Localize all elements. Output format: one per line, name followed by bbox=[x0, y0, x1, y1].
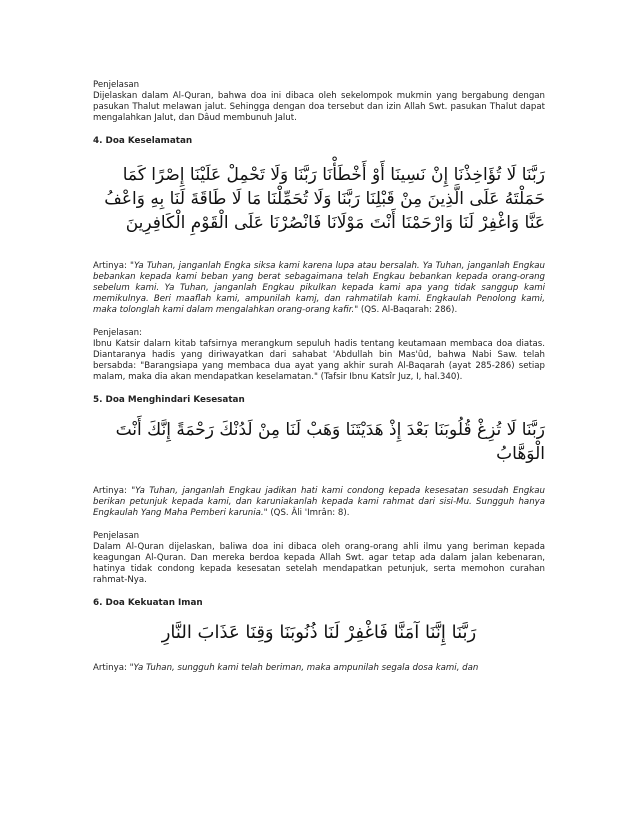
section-4-explanation bbox=[93, 328, 545, 383]
section-4-explanation-label: Penjelasan: bbox=[93, 328, 143, 338]
section-5-arabic-prayer: رَبَّنَا لَا تُزِغْ قُلُوبَنَا بَعْدَ إِذْ هَدَيْتَنَا وَهَبْ لَنَا مِنْ لَدُنْكَ رَحْمَةً إِنَّكَ أَنْتَ الْوَهَّابُ bbox=[115, 420, 545, 464]
section-6-translation bbox=[93, 663, 545, 674]
artinya-text: "Ya Tuhan, janganlah Engkau jadikan hati kami condong kepada kesesatan sesudah Engkau berikan petunjuk kepada kami, dan karuniakanlah kepada kami rahmat dari sisi-Mu. Sungguh hanya Engkaulah Yang Maha Pemberi karunia." bbox=[93, 486, 546, 518]
section-4-translation-text bbox=[93, 261, 545, 316]
intro-label: Penjelasan bbox=[93, 80, 140, 90]
artinya-label: Artinya: bbox=[93, 486, 127, 496]
artinya-source: (QS. Âli 'Imrân: 8). bbox=[270, 508, 350, 518]
artinya-source: (QS. Al-Baqarah: 286). bbox=[360, 305, 458, 315]
artinya-text: "Ya Tuhan, janganlah Engka siksa kami karena lupa atau bersalah. Ya Tuhan, janganlah Engkau bebankan kepada kami beban yang berat sebagaimana telah Engkau bebankan kepada orang-orang sebelum kami. Ya Tuhan, janganlah Engkau pikulkan kepada kami apa yang tidak sanggup kami memikulnya. Beri maaflah kami, ampunilah kamj, dan rahmatilah kami. Engkaulah Penolong kami, maka tolonglah kami dalam mengalahkan orang-orang kafir." bbox=[93, 261, 546, 315]
section-6-arabic-prayer: رَبَّنَا إِنَّنَا آمَنَّا فَاغْفِرْ لَنَا ذُنُوبَنَا وَقِنَا عَذَابَ النَّارِ bbox=[161, 622, 477, 643]
artinya-label: Artinya: bbox=[93, 663, 127, 673]
section-6-heading: 6. Doa Kekuatan Iman bbox=[93, 598, 203, 608]
section-4-translation bbox=[93, 261, 545, 316]
section-5-explanation-label: Penjelasan bbox=[93, 531, 140, 541]
artinya-text: "Ya Tuhan, sungguh kami telah beriman, maka ampunilah segala dosa kami, dan bbox=[129, 663, 479, 673]
section-4-arabic-prayer: رَبَّنَا لَا تُؤَاخِذْنَا إِنْ نَسِينَا أَوْ أَخْطَأْنَا رَبَّنَا وَلَا تَحْمِلْ عَلَيْنَا إِصْرًا كَمَا حَمَلْتَهُ عَلَى الَّذِينَ مِنْ قَبْلِنَا رَبَّنَا وَلَا تُحَمِّلْنَا مَا لَا طَاقَةَ لَنَا بِهِ وَاعْفُ عَنَّا وَاغْفِرْ لَنَا وَارْحَمْنَا أَنْتَ مَوْلَانَا فَانْصُرْنَا عَلَى الْقَوْمِ الْكَافِرِينَ bbox=[104, 165, 545, 233]
artinya-label: Artinya: bbox=[93, 261, 127, 271]
section-5-explanation-text: Dalam Al-Quran dijelaskan, baliwa doa ini dibaca oleh orang-orang ahli ilmu yang beriman kepada keagungan Al-Quran. Dan mereka berdoa kepada Allah Swt. agar tetap ada dalam jalan kebenaran, hatinya tidak condong kepada kesesatan setelah mendapatkan petunjuk, serta memohon curahan rahmat-Nya. bbox=[93, 542, 545, 585]
intro-text: Dijelaskan dalam Al-Quran, bahwa doa ini dibaca oleh sekelompok mukmin yang bergabung dengan pasukan Thalut melawan jalut. Sehingga dengan doa tersebut dan izin Allah Swt. pasukan Thalut dapat mengalahkan Jalut, dan Dâud membunuh Jalut. bbox=[93, 91, 545, 123]
section-4-heading: 4. Doa Keselamatan bbox=[93, 136, 193, 146]
section-4-explanation-text: Ibnu Katsir dalarn kitab tafsirnya merangkum sepuluh hadis tentang keutamaan membaca doa diatas. Diantaranya hadis yang diriwayatkan dari sahabat 'Abdullah bin Mas'ûd, bahwa Nabi Saw. telah bersabda: "Barangsiapa yang membaca dua ayat yang akhir surah Al-Baqarah (ayat 285-286) setiap malam, maka dia akan mendapatkan keselamatan." (Tafsir Ibnu Katsîr Juz, I, hal.340). bbox=[93, 339, 545, 382]
section-6-translation-text bbox=[93, 663, 545, 674]
section-5-translation-text bbox=[93, 486, 545, 519]
section-5-translation bbox=[93, 486, 545, 519]
section-5-explanation bbox=[93, 531, 545, 586]
document-page bbox=[93, 80, 545, 686]
section-5-heading: 5. Doa Menghindari Kesesatan bbox=[93, 395, 245, 405]
intro-block bbox=[93, 80, 545, 124]
